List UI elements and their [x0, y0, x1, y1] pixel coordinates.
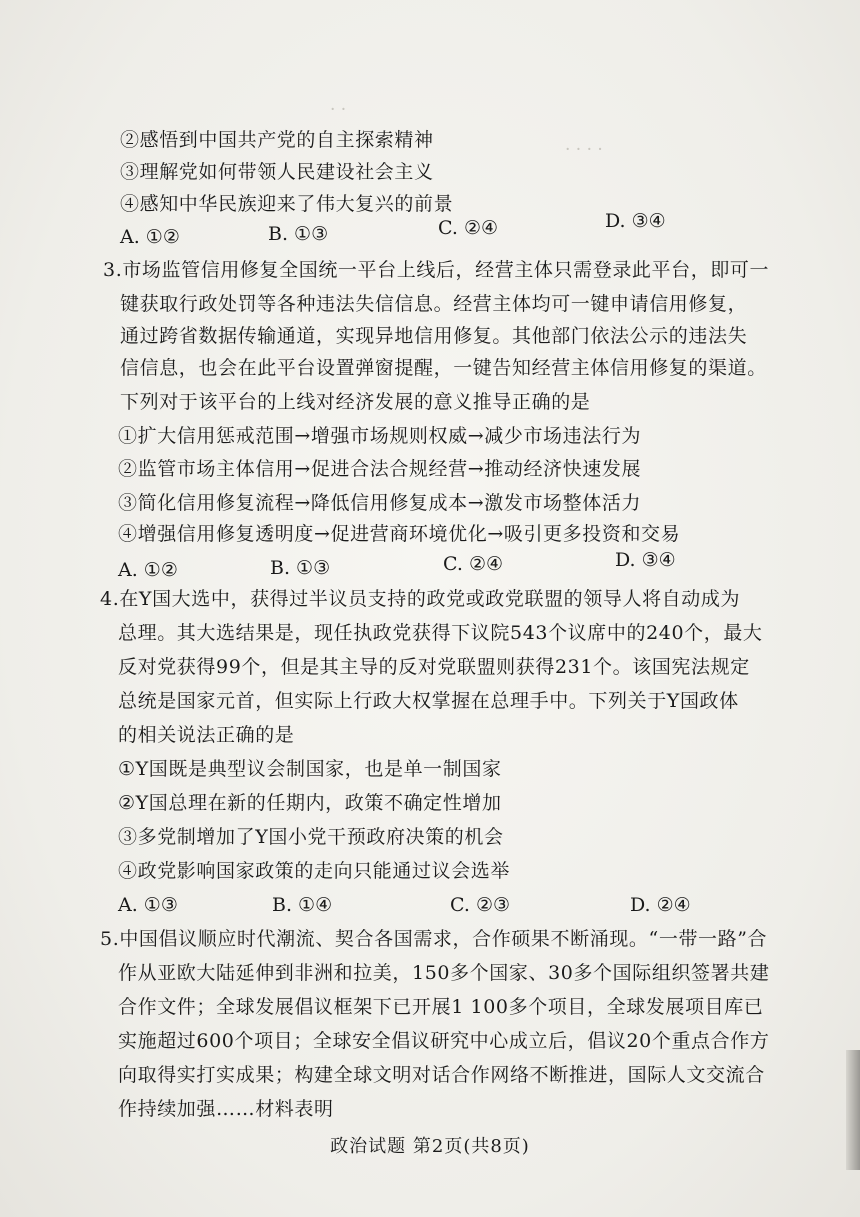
q2-option-b: B. ①③ [268, 223, 329, 245]
q2-option-c: C. ②④ [438, 217, 499, 239]
q4-item-2: ②Y国总理在新的任期内，政策不确定性增加 [118, 792, 502, 814]
q5-stem-line-6: 作持续加强……材料表明 [118, 1098, 334, 1120]
page-footer: 政治试题 第2页(共8页) [330, 1136, 530, 1157]
q4-option-c: C. ②③ [450, 894, 511, 916]
q3-stem-line-3: 通过跨省数据传输通道，实现异地信用修复。其他部门依法公示的违法失 [120, 325, 748, 347]
q4-stem-line-5: 的相关说法正确的是 [118, 724, 295, 746]
q3-item-2: ②监管市场主体信用→促进合法合规经营→推动经济快速发展 [118, 458, 642, 480]
q2-item-2: ②感悟到中国共产党的自主探索精神 [120, 129, 434, 151]
q3-stem-line-1: 3.市场监管信用修复全国统一平台上线后，经营主体只需登录此平台，即可一 [103, 259, 770, 281]
q5-stem-line-2: 作从亚欧大陆延伸到非洲和拉美，150多个国家、30多个国际组织签署共建 [118, 962, 770, 984]
q2-option-a: A. ①② [120, 226, 180, 248]
q3-option-a: A. ①② [118, 559, 178, 581]
q3-stem-line-5: 下列对于该平台的上线对经济发展的意义推导正确的是 [120, 391, 591, 413]
q4-item-1: ①Y国既是典型议会制国家，也是单一制国家 [118, 758, 502, 780]
q3-option-c: C. ②④ [443, 553, 504, 575]
q4-option-b: B. ①④ [272, 894, 333, 916]
q4-stem-line-1: 4.在Y国大选中，获得过半议员支持的政党或政党联盟的领导人将自动成为 [100, 588, 741, 610]
bleed-through-mark: · · [330, 100, 347, 120]
q5-stem-line-3: 合作文件；全球发展倡议框架下已开展1 100多个项目，全球发展项目库已 [118, 996, 764, 1018]
q4-option-a: A. ①③ [118, 894, 178, 916]
q3-option-d: D. ③④ [615, 549, 676, 571]
q4-stem-line-4: 总统是国家元首，但实际上行政大权掌握在总理手中。下列关于Y国政体 [118, 690, 739, 712]
q2-option-d: D. ③④ [605, 210, 666, 232]
q3-option-b: B. ①③ [270, 557, 331, 579]
bleed-through-mark: · · · · [565, 140, 603, 160]
q4-item-3: ③多党制增加了Y国小党干预政府决策的机会 [118, 826, 504, 848]
q4-stem-line-3: 反对党获得99个，但是其主导的反对党联盟则获得231个。该国宪法规定 [118, 656, 750, 678]
q5-stem-line-4: 实施超过600个项目；全球安全倡议研究中心成立后，倡议20个重点合作方 [118, 1030, 770, 1052]
q5-stem-line-1: 5.中国倡议顺应时代潮流、契合各国需求，合作硕果不断涌现。“一带一路”合 [100, 928, 768, 950]
q4-item-4: ④政党影响国家政策的走向只能通过议会选举 [118, 860, 511, 882]
q3-item-1: ①扩大信用惩戒范围→增强市场规则权威→减少市场违法行为 [118, 425, 642, 447]
q2-item-4: ④感知中华民族迎来了伟大复兴的前景 [120, 193, 454, 215]
q3-item-3: ③简化信用修复流程→降低信用修复成本→激发市场整体活力 [118, 492, 642, 514]
q3-item-4: ④增强信用修复透明度→促进营商环境优化→吸引更多投资和交易 [118, 523, 681, 545]
q2-item-3: ③理解党如何带领人民建设社会主义 [120, 161, 434, 183]
q4-stem-line-2: 总理。其大选结果是，现任执政党获得下议院543个议席中的240个，最大 [118, 622, 763, 644]
q5-stem-line-5: 向取得实打实成果；构建全球文明对话合作网络不断推进，国际人文交流合 [118, 1064, 765, 1086]
q4-option-d: D. ②④ [630, 894, 691, 916]
q3-stem-line-2: 键获取行政处罚等各种违法失信信息。经营主体均可一键申请信用修复， [120, 293, 748, 315]
q3-stem-line-4: 信信息，也会在此平台设置弹窗提醒，一键告知经营主体信用修复的渠道。 [120, 357, 767, 379]
